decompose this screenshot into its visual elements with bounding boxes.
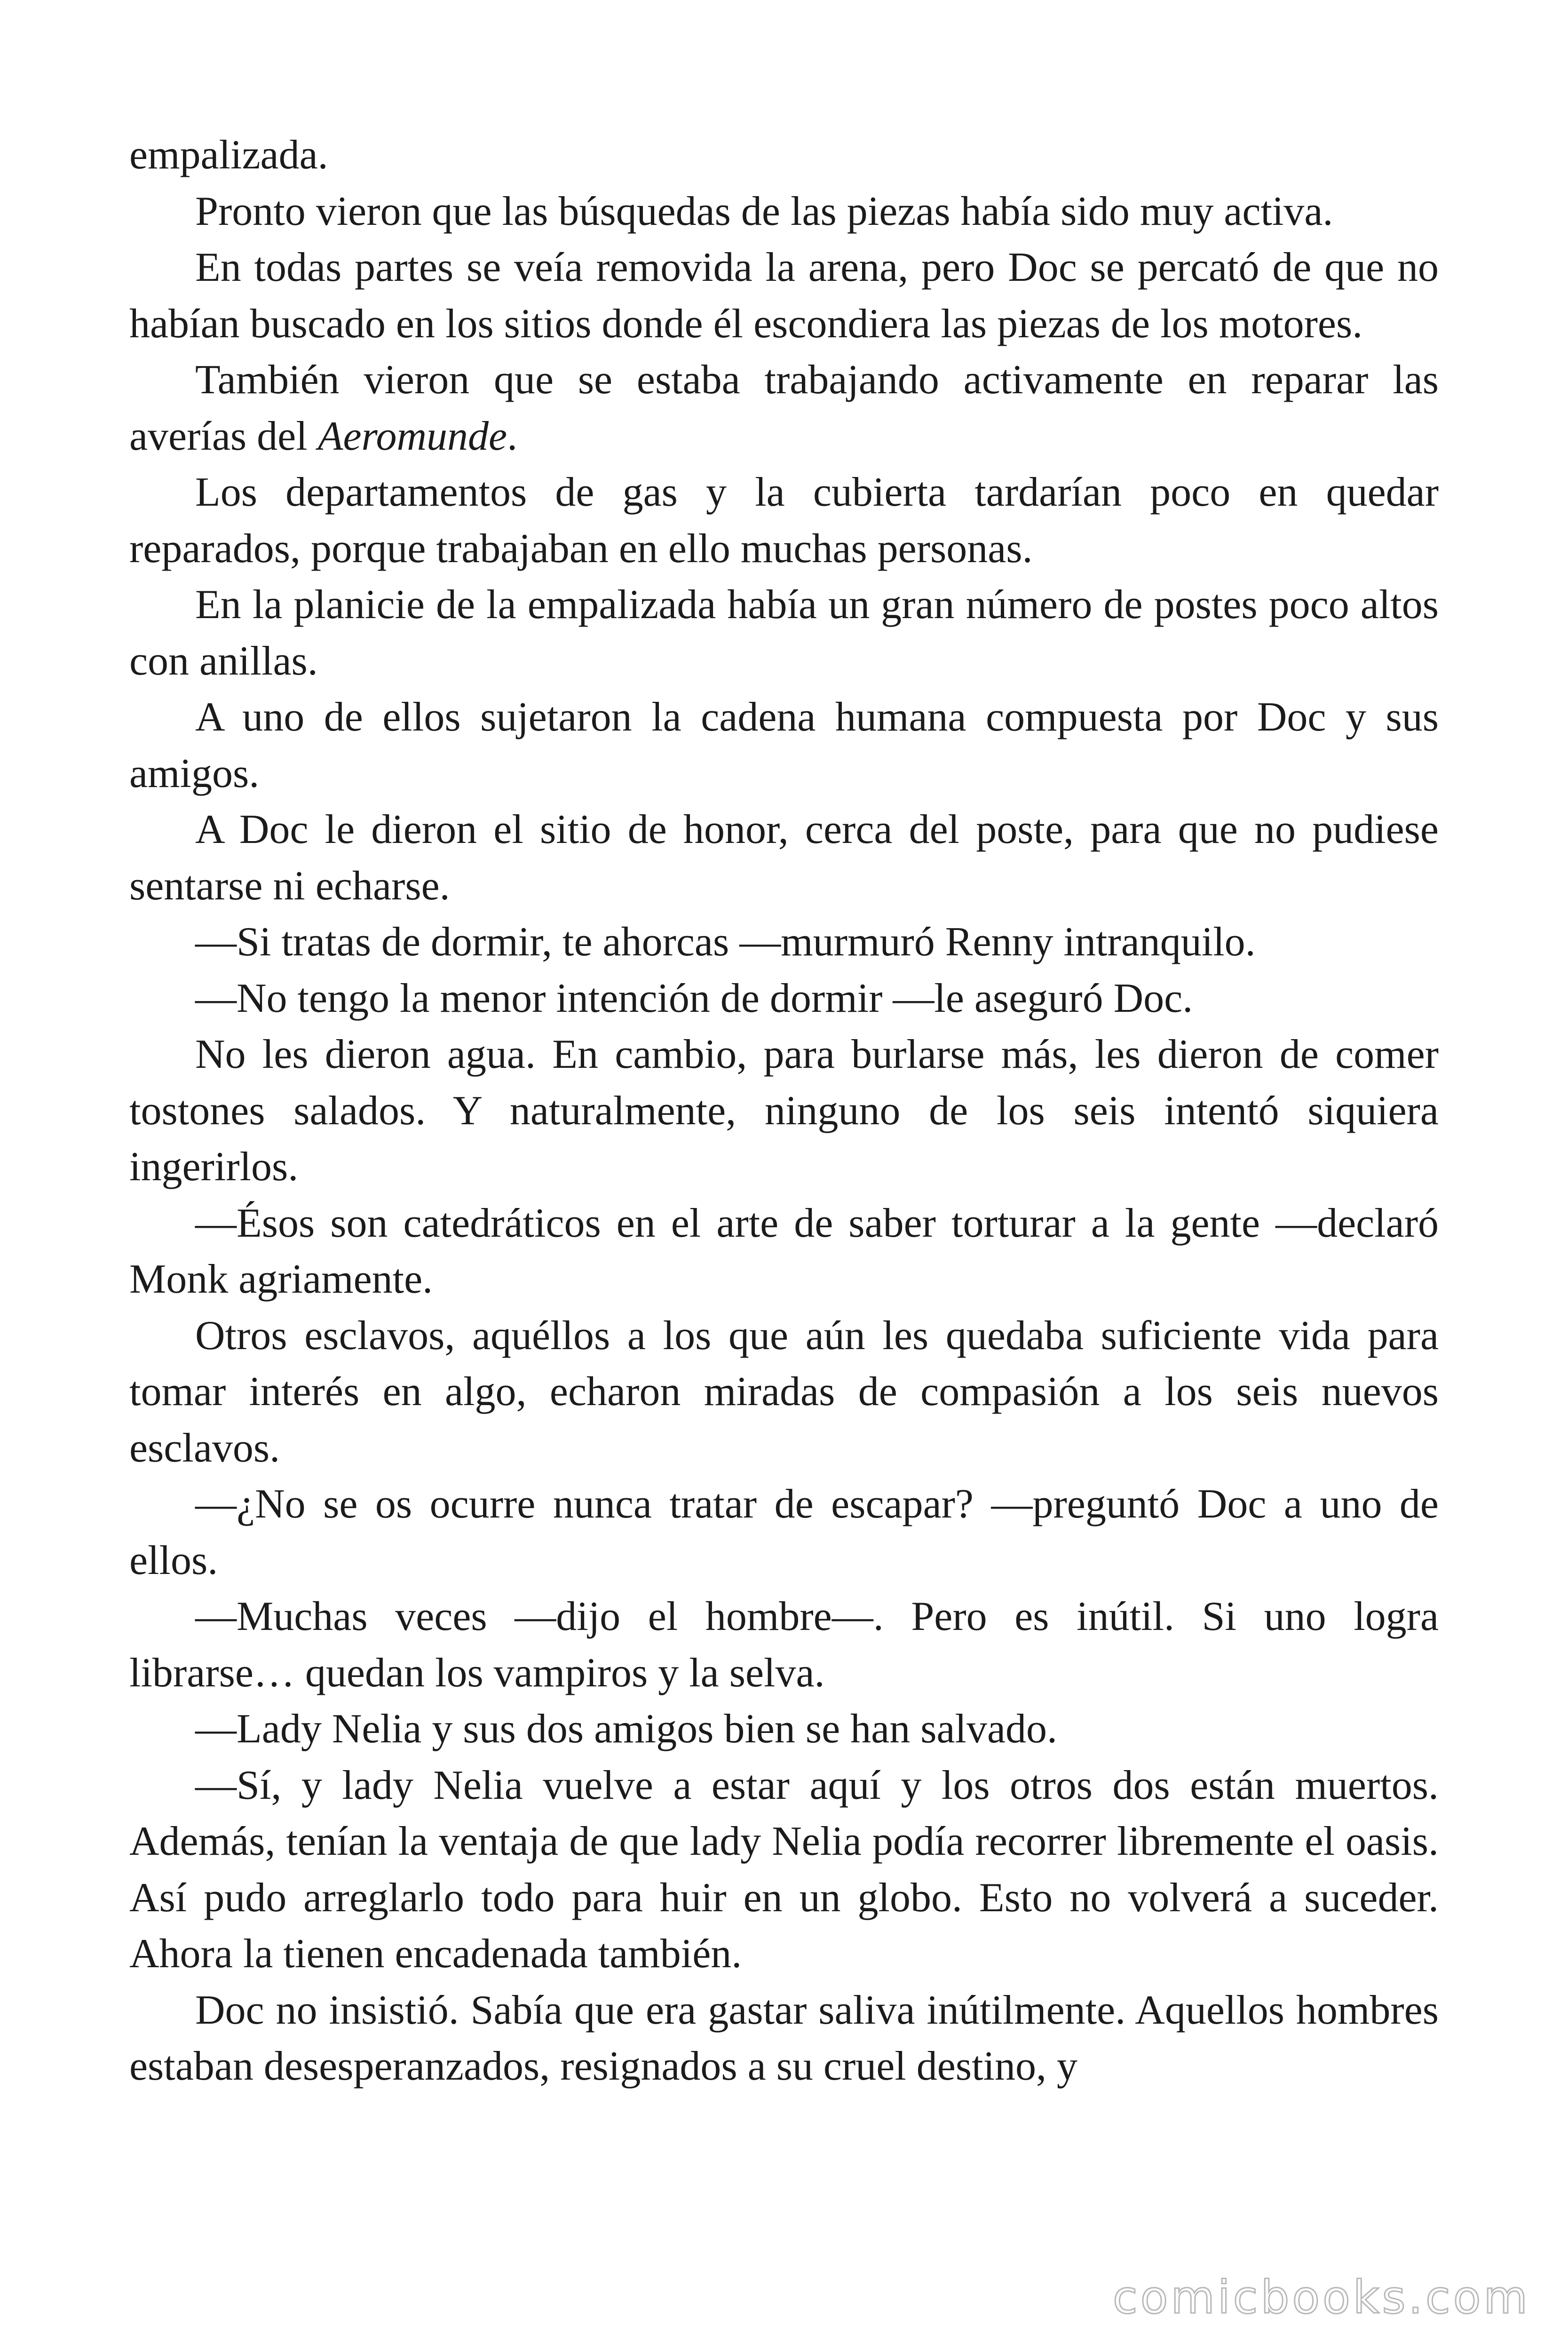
- paragraph: En todas partes se veía removida la arena, pero Doc se percató de que no habían buscado en los sitios donde él escondiera las piezas de los motores.: [129, 245, 1439, 347]
- paragraph: Los departamentos de gas y la cubierta tardarían poco en quedar reparados, porque trabajaban en ello muchas personas.: [129, 469, 1439, 572]
- watermark: comicbooks.com: [1112, 2271, 1530, 2324]
- paragraph: —¿No se os ocurre nunca tratar de escapar? —preguntó Doc a uno de ellos.: [129, 1481, 1439, 1583]
- paragraph: —Sí, y lady Nelia vuelve a estar aquí y los otros dos están muertos. Además, tenían la ventaja de que lady Nelia podía recorrer libremente el oasis. Así pudo arreglarlo todo para huir en un globo. Esto no volverá a suceder. Ahora la tienen encadenada también.: [129, 1762, 1439, 1977]
- paragraph: Doc no insistió. Sabía que era gastar saliva inútilmente. Aquellos hombres estaban desesperanzados, resignados a su cruel destino, y: [129, 1987, 1439, 2089]
- paragraph: Pronto vieron que las búsquedas de las piezas había sido muy activa.: [195, 188, 1333, 234]
- paragraph-text: También vieron que se estaba trabajando activamente en reparar las averías del: [129, 357, 1439, 459]
- paragraph: empalizada.: [129, 132, 328, 178]
- page-text-body: [129, 127, 1439, 2095]
- paragraph: Otros esclavos, aquéllos a los que aún les quedaba suficiente vida para tomar interés en algo, echaron miradas de compasión a los seis nuevos esclavos.: [129, 1312, 1439, 1471]
- paragraph: A uno de ellos sujetaron la cadena humana compuesta por Doc y sus amigos.: [129, 694, 1439, 796]
- paragraph: —No tengo la menor intención de dormir —le aseguró Doc.: [195, 975, 1193, 1021]
- paragraph-text: .: [507, 413, 518, 459]
- paragraph: —Lady Nelia y sus dos amigos bien se han salvado.: [195, 1706, 1058, 1752]
- paragraph: —Muchas veces —dijo el hombre—. Pero es inútil. Si uno logra librarse… quedan los vampiros y la selva.: [129, 1594, 1439, 1696]
- paragraph: [129, 352, 1439, 464]
- paragraph: —Si tratas de dormir, te ahorcas —murmuró Renny intranquilo.: [195, 919, 1256, 965]
- paragraph: —Ésos son catedráticos en el arte de saber torturar a la gente —declaró Monk agriamente.: [129, 1200, 1439, 1302]
- ship-name-italic: Aeromunde: [317, 413, 507, 459]
- paragraph: A Doc le dieron el sitio de honor, cerca del poste, para que no pudiese sentarse ni echarse.: [129, 807, 1439, 909]
- paragraph: No les dieron agua. En cambio, para burlarse más, les dieron de comer tostones salados. Y naturalmente, ninguno de los seis intentó siquiera ingerirlos.: [129, 1032, 1439, 1190]
- paragraph: En la planicie de la empalizada había un gran número de postes poco altos con anillas.: [129, 582, 1439, 684]
